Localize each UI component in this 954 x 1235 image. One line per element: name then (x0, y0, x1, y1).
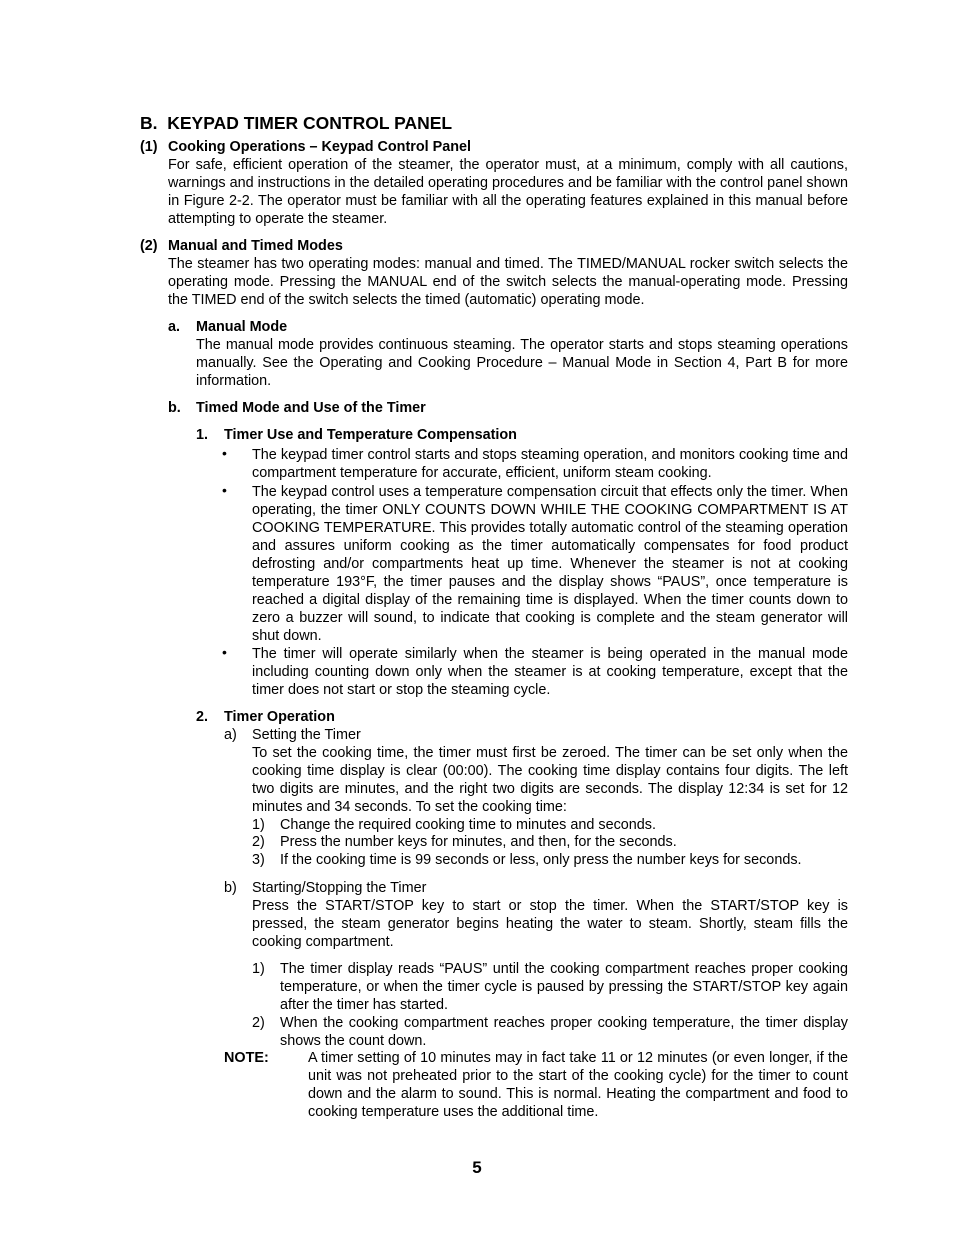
list-number: 1) (252, 817, 265, 833)
list-number: 2) (252, 834, 265, 850)
subitem-2-title: Timer Operation (224, 709, 335, 725)
list-item: Press the number keys for minutes, and then, for the seconds. (280, 834, 677, 850)
bullet-item: The keypad timer control starts and stops steaming operation, and monitors cooking time and compartment temperature for accurate, efficient, uniform steam cooking. (252, 447, 848, 481)
list-number: 3) (252, 852, 265, 868)
step-b-number: b) (224, 880, 237, 896)
section-letter: B. (140, 113, 158, 133)
list-item: Change the required cooking time to minutes and seconds. (280, 817, 656, 833)
note-text: A timer setting of 10 minutes may in fact take 11 or 12 minutes (or even longer, if the unit was not preheated prior to the start of the cooking cycle) for the timer to count down and the alarm to sound. This is normal. Heating the compartment and food to cooking temperature uses the additional time. (308, 1050, 848, 1120)
subitem-1-number: 1. (196, 427, 209, 443)
item-a-title: Manual Mode (196, 319, 288, 335)
list-item: When the cooking compartment reaches proper cooking temperature, the timer display shows the count down. (280, 1015, 848, 1049)
step-a-title: Setting the Timer (252, 727, 361, 743)
list-number: 2) (252, 1015, 265, 1031)
subsection-2-number: (2) (140, 238, 158, 254)
subitem-1-title: Timer Use and Temperature Compensation (224, 427, 517, 443)
step-b-body: Press the START/STOP key to start or stop the timer. When the START/STOP key is pressed, the steam generator begins heating the water to steam. Shortly, steam fills the cooking compartment. (252, 898, 848, 950)
list-number: 1) (252, 961, 265, 977)
section-title: KEYPAD TIMER CONTROL PANEL (167, 113, 453, 133)
item-a-body: The manual mode provides continuous steaming. The operator starts and stops steaming operations manually. See the Operating and Cooking Procedure – Manual Mode in Section 4, Part B for more information. (196, 337, 848, 389)
bullet-item: The timer will operate similarly when the steamer is being operated in the manual mode including counting down only when the steamer is at cooking temperature, except that the timer does not start or stop the steaming cycle. (252, 646, 848, 698)
subsection-2-body: The steamer has two operating modes: manual and timed. The TIMED/MANUAL rocker switch selects the operating mode. Pressing the MANUAL end of the switch selects the manual-operating mode. Pressing the TIMED end of the switch selects the timed (automatic) operating mode. (168, 256, 848, 308)
step-b-title: Starting/Stopping the Timer (252, 880, 427, 896)
list-item: If the cooking time is 99 seconds or less, only press the number keys for seconds. (280, 852, 802, 868)
bullet-item: The keypad control uses a temperature compensation circuit that effects only the timer. When operating, the timer ONLY COUNTS DOWN WHILE THE COOKING COMPARTMENT IS AT COOKING TEMPERATURE. This provides totally automatic control of the steaming operation and assures uniform cooking as the timer automatically compensates for food product defrosting and/or compartments heat up time. Whenever the steamer is not at cooking temperature 193°F, the timer pauses and the display shows “PAUS”, once temperature is reached a digital display of the remaining time is displayed. When the timer counts down to zero a buzzer will sound, to indicate that cooking is complete and the steam generator will shut down. (252, 484, 848, 644)
item-a-number: a. (168, 319, 181, 335)
subitem-2-number: 2. (196, 709, 209, 725)
section-heading (140, 113, 452, 134)
subsection-1-number: (1) (140, 139, 158, 155)
bullet-mark: • (222, 482, 227, 498)
subsection-1-body: For safe, efficient operation of the steamer, the operator must, at a minimum, comply with all cautions, warnings and instructions in the detailed operating procedures and be familiar with the control panel shown in Figure 2-2. The operator must be familiar with all the operating features explained in this manual before attempting to operate the steamer. (168, 157, 848, 227)
step-a-number: a) (224, 727, 237, 743)
note-label: NOTE: (224, 1050, 269, 1066)
item-b-title: Timed Mode and Use of the Timer (196, 400, 426, 416)
bullet-mark: • (222, 644, 227, 660)
item-b-number: b. (168, 400, 181, 416)
subsection-2-title: Manual and Timed Modes (168, 238, 343, 254)
list-item: The timer display reads “PAUS” until the cooking compartment reaches proper cooking temperature, or when the timer cycle is paused by pressing the START/STOP key again after the timer has started. (280, 961, 848, 1013)
subsection-1-title: Cooking Operations – Keypad Control Panel (168, 139, 472, 155)
step-a-body: To set the cooking time, the timer must first be zeroed. The timer can be set only when the cooking time display is clear (00:00). The cooking time display contains four digits. The left two digits are minutes, and the right two digits are seconds. The display 12:34 is set for 12 minutes and 34 seconds. To set the cooking time: (252, 745, 848, 815)
bullet-mark: • (222, 445, 227, 461)
page-number: 5 (472, 1158, 482, 1177)
